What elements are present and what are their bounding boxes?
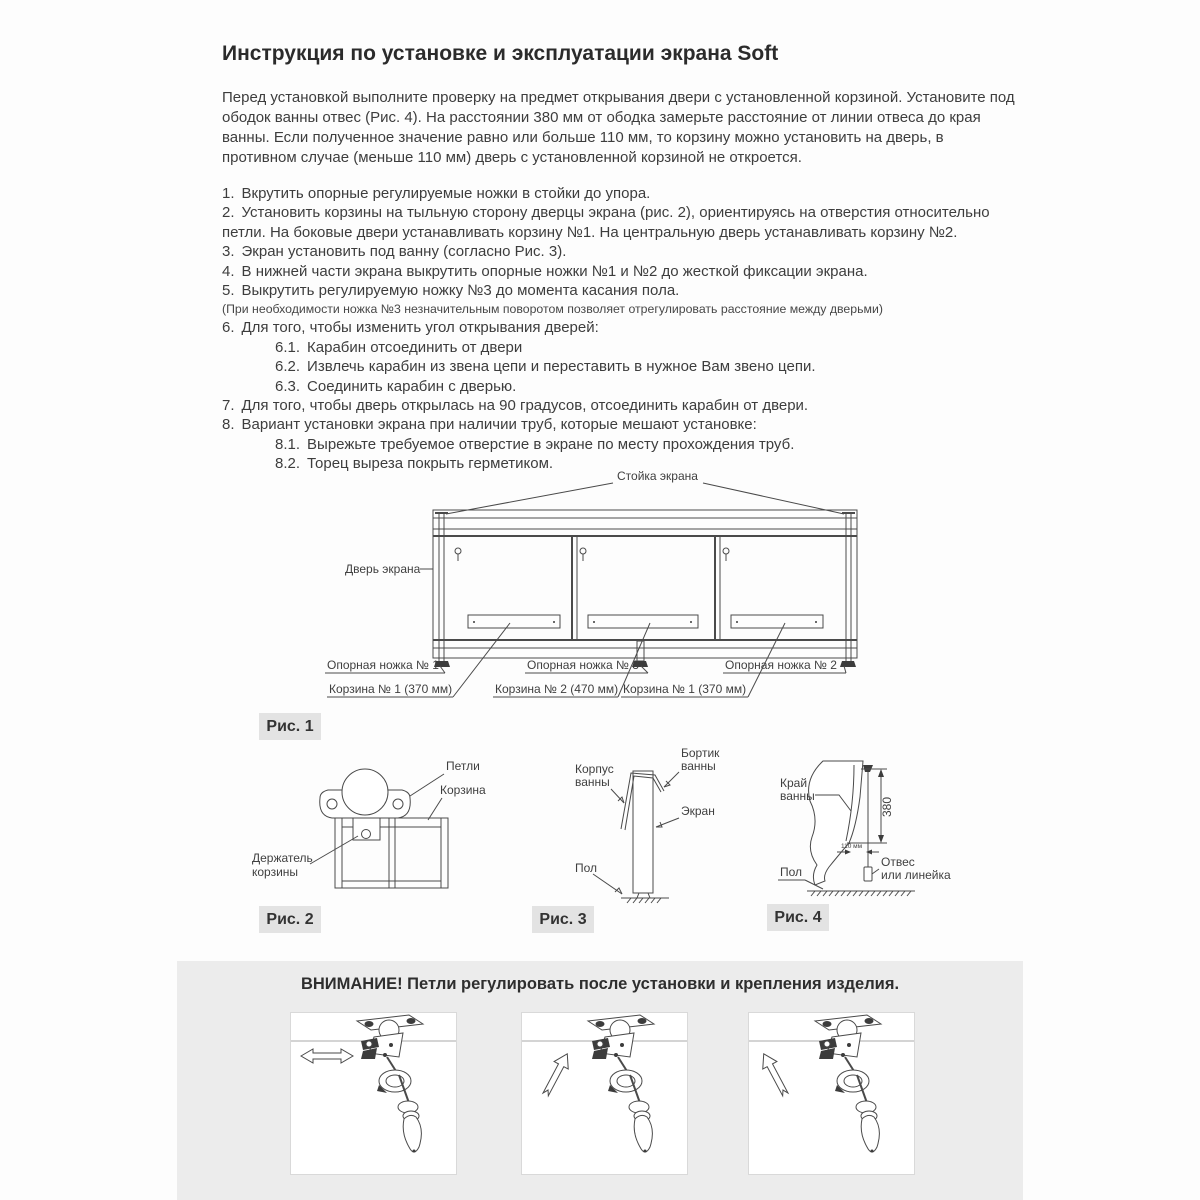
page-title: Инструкция по установке и эксплуатации экрана Soft — [222, 42, 779, 65]
step-number: 4. — [222, 262, 235, 280]
step-text: Карабин отсоединить от двери — [307, 338, 523, 356]
fig3-label-floor: Пол — [575, 861, 598, 875]
step-text: Торец выреза покрыть герметиком. — [307, 455, 554, 473]
fig4-caption: Рис. 4 — [767, 904, 829, 931]
fig2-label-holder-1: Держатель — [252, 851, 313, 865]
warning-text: ВНИМАНИЕ! Петли регулировать после установки и крепления изделия. — [300, 975, 900, 993]
step-number: 6.3. — [275, 377, 301, 395]
fig1-label-basket1a: Корзина № 1 (370 мм) — [329, 682, 453, 696]
fig1-label-basket1b: Корзина № 1 (370 мм) — [623, 682, 747, 696]
fig2-diagram — [240, 748, 500, 903]
plumb-line — [863, 765, 873, 881]
fig3-label-rim-1: Бортик — [681, 746, 720, 760]
adjust-arrow-diagonal-icon — [539, 1050, 575, 1098]
step-text: Экран установить под ванну (согласно Рис. 3). — [241, 243, 567, 261]
instruction-step — [222, 357, 1036, 376]
fig4-dim-380: 380 — [880, 796, 894, 817]
hinge-illustration — [815, 1015, 881, 1153]
instruction-step — [222, 377, 1036, 396]
floor-hatch — [621, 898, 669, 903]
fig4-label-plumb-1: Отвес — [881, 855, 915, 869]
fig4-label-edge-2: ванны — [780, 789, 815, 803]
fig1-label-leg2: Опорная ножка № 2 — [725, 658, 837, 672]
floor-hatch — [807, 891, 915, 896]
step-number: 6.2. — [275, 358, 301, 376]
fig1-label-leg3: Опорная ножка № 3 — [527, 658, 639, 672]
fig2-label-holder-2: корзины — [252, 865, 299, 879]
step-number: 3. — [222, 243, 235, 261]
fig3-label-body-1: Корпус — [575, 762, 614, 776]
step-text: Соединить карабин с дверью. — [307, 377, 517, 395]
fig4-label-edge-1: Край — [780, 776, 808, 790]
fig3-diagram — [535, 745, 740, 907]
instruction-step — [222, 338, 1036, 357]
step-number: 6. — [222, 319, 235, 337]
instruction-step — [222, 435, 1036, 454]
step-text: Вкрутить опорные регулируемые ножки в стойки до упора. — [241, 185, 651, 202]
fig1-label-basket2: Корзина № 2 (470 мм) — [495, 682, 619, 696]
instruction-steps — [222, 184, 1036, 474]
step-number: 8.2. — [275, 455, 301, 473]
plumb-bob — [864, 867, 872, 881]
keyhole-icon — [455, 548, 729, 561]
fig3-caption: Рис. 3 — [532, 906, 594, 933]
foot-right — [840, 661, 856, 667]
fig1-label-door: Дверь экрана — [345, 562, 421, 576]
hinge-adjust-horizontal — [290, 1012, 457, 1175]
hinge-adjust-diagonal-right — [521, 1012, 688, 1175]
instruction-step — [222, 203, 1036, 242]
fig2-label-basket: Корзина — [440, 783, 486, 797]
step-text: Вариант установки экрана при наличии труб, которые мешают установке: — [241, 416, 757, 434]
fig4-label-plumb-2: или линейка — [881, 868, 951, 882]
bath-profile — [809, 761, 863, 885]
dimension-110 — [837, 843, 879, 855]
instruction-step — [222, 281, 1036, 300]
screen-foot — [637, 893, 650, 898]
instruction-step — [222, 318, 1036, 337]
step-text: Для того, чтобы дверь открылась на 90 градусов, отсоединить карабин от двери. — [241, 397, 809, 415]
instruction-step — [222, 184, 1036, 203]
step-number: 6.1. — [275, 338, 301, 356]
step-text: (При необходимости ножка №3 незначительным поворотом позволяет отрегулировать расстояние между дверьми) — [222, 302, 883, 317]
step-text: Для того, чтобы изменить угол открывания дверей: — [241, 319, 599, 337]
hinge-cup — [342, 769, 388, 815]
intro-paragraph: Перед установкой выполните проверку на предмет открывания двери с установленной корзиной. Установите под ободок ванны отвес (Рис. 4). На расстоянии 380 мм от ободка замерьте расстояние от линии отвеса до края ванны. Если полученное значение равно или больше 110 мм, то корзину можно установить на дверь, в противном случае (меньше 110 мм) дверь с установленной корзиной не откроется. — [222, 89, 1015, 166]
basket-frame — [335, 818, 448, 888]
step-number: 5. — [222, 282, 235, 300]
fig2-label-hinges: Петли — [446, 759, 480, 773]
fig4-diagram — [765, 745, 1020, 907]
hinge-adjust-diagonal-left — [748, 1012, 915, 1175]
fig1-diagram — [320, 465, 880, 715]
instruction-step — [222, 300, 1036, 318]
hinge-illustration — [588, 1015, 654, 1153]
step-number: 2. — [222, 204, 235, 222]
basket-strips — [468, 615, 823, 628]
hinge-illustration — [357, 1015, 423, 1153]
step-text: Извлечь карабин из звена цепи и переставить в нужное Вам звено цепи. — [307, 358, 816, 376]
fig1-caption: Рис. 1 — [259, 713, 321, 740]
fig3-label-rim-2: ванны — [681, 759, 716, 773]
step-number: 1. — [222, 185, 235, 202]
adjust-arrow-diagonal-icon — [757, 1050, 793, 1098]
step-number: 8.1. — [275, 435, 301, 453]
adjust-arrow-horizontal-icon — [301, 1049, 353, 1063]
fig1-label-stand: Стойка экрана — [617, 469, 698, 483]
step-number: 7. — [222, 397, 235, 415]
fig3-label-body-2: ванны — [575, 775, 610, 789]
fig3-label-screen: Экран — [681, 804, 715, 818]
step-number: 8. — [222, 416, 235, 434]
step-text: Вырежьте требуемое отверстие в экране по месту прохождения труб. — [307, 435, 795, 453]
instruction-step — [222, 396, 1036, 415]
fig4-label-floor: Пол — [780, 865, 803, 879]
instruction-step — [222, 415, 1036, 434]
fig2-caption: Рис. 2 — [259, 906, 321, 933]
step-text: В нижней части экрана выкрутить опорные ножки №1 и №2 до жесткой фиксации экрана. — [241, 262, 868, 280]
instruction-step — [222, 262, 1036, 281]
step-text: Выкрутить регулируемую ножку №3 до момента касания пола. — [241, 282, 680, 300]
step-text: Установить корзины на тыльную сторону дверцы экрана (рис. 2), ориентируясь на отверстия относительно петли. На боковые двери устанавливать корзину №1. На центральную дверь устанавливать корзину №2. — [222, 204, 990, 241]
fig4-dim-110: 110 мм — [841, 843, 863, 850]
screen-side — [633, 771, 653, 893]
instruction-step — [222, 242, 1036, 261]
warning-section — [177, 961, 1023, 1200]
fig1-label-leg1: Опорная ножка № 1 — [327, 658, 439, 672]
